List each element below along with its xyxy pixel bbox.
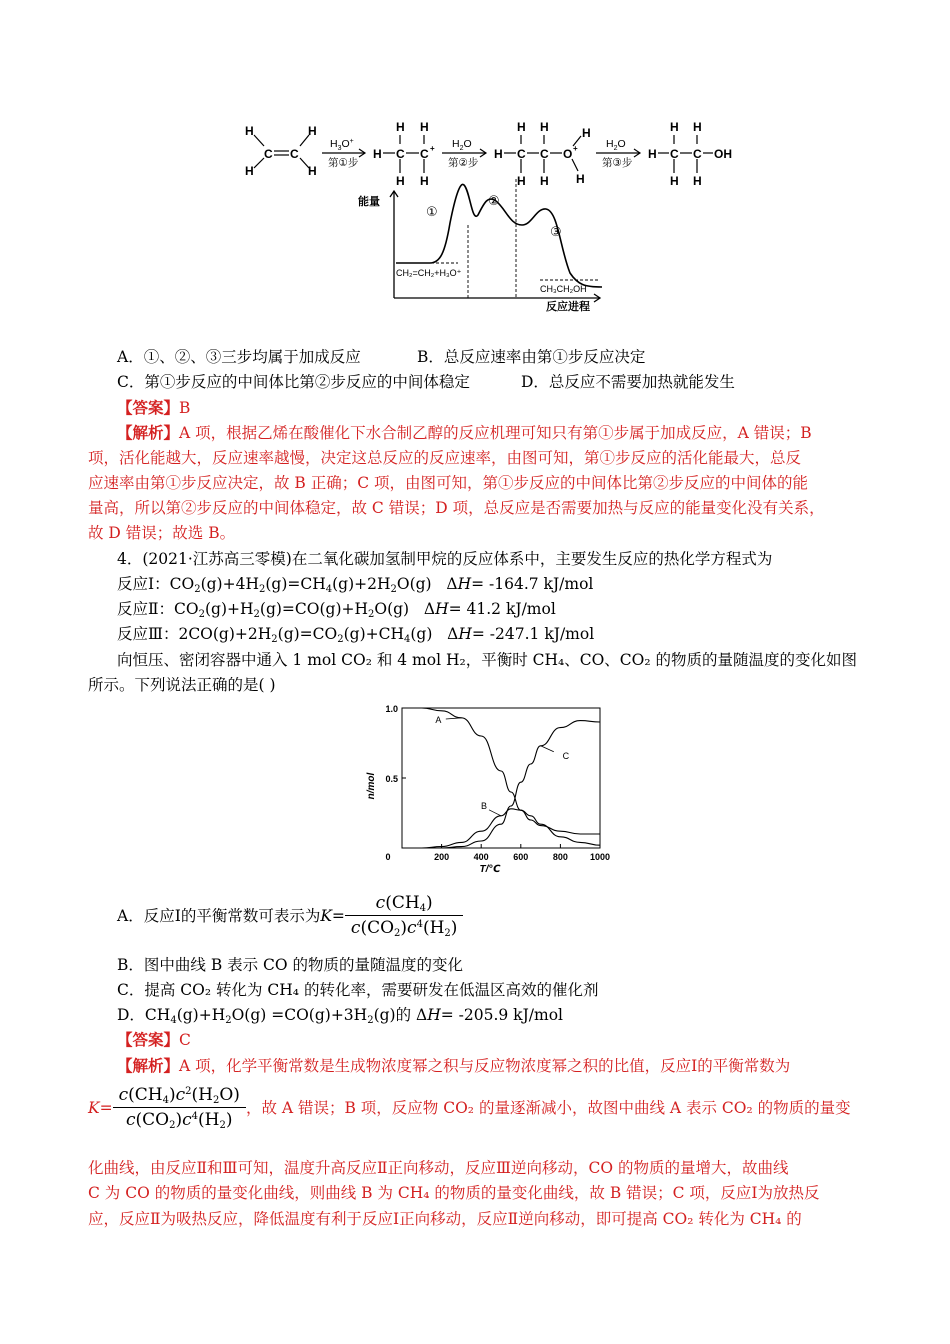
series-line-A [422, 708, 600, 834]
y-tick-label: 1.0 [385, 704, 398, 714]
series-leader-A [446, 718, 462, 719]
svg-text:H: H [396, 174, 405, 188]
q3-option-d: D．总反应不需要加热就能发生 [521, 373, 735, 391]
q3-analysis-line-5: 故 D 错误；故选 B。 [88, 524, 236, 542]
svg-text:H2O: $H_2O$ [452, 138, 472, 152]
svg-text:H: H [648, 147, 657, 161]
q3-answer-tag: 【答案】 [117, 398, 180, 417]
x-tick-label: 200 [434, 852, 450, 862]
mechanism-svg [240, 113, 740, 313]
svg-text:第③步: 第③步 [602, 157, 633, 169]
chart-xlabel: T/℃ [479, 864, 501, 875]
svg-text:H: H [693, 174, 702, 188]
q4-stem: 4．(2021·江苏高三零模)在二氧化碳加氢制甲烷的反应体系中，主要发生反应的热化学方程式为 [117, 550, 773, 568]
q4-optA-fraction: $\frac{c(CH_4)}{c(CO_2)c^4(H_2)}$ [345, 891, 464, 940]
q4-answer-value: C [179, 1031, 191, 1049]
svg-text:H: H [517, 120, 526, 134]
x-tick-label: 400 [473, 852, 489, 862]
svg-text:C: C [540, 147, 549, 161]
q4-analysis-text-2: ，故 A 错误；B 项，反应物 CO₂ 的量逐渐减小，故图中曲线 A 表示 CO₂ 的物质的量变 [245, 1099, 851, 1117]
svg-text:C: C [396, 147, 405, 161]
q3-analysis-text-1: A 项，根据乙烯在酸催化下水合制乙醇的反应机理可知只有第①步属于加成反应，A 错误；B [179, 424, 812, 442]
svg-text:H2O: $H_2O$ [606, 138, 626, 152]
q4-optD-dh: = -205.9 kJ/mol [440, 1006, 564, 1024]
x-tick-label: 0 [385, 852, 391, 862]
svg-text:C: C [670, 147, 679, 161]
q4-option-b: B．图中曲线 B 表示 CO 的物质的量随温度的变化 [117, 956, 464, 974]
q4-analysis-line-4: C 为 CO 的物质的量变化曲线，则曲线 B 为 CH₄ 的物质的量变化曲线，故 B 错误；C 项，反应Ⅰ为放热反 [88, 1184, 820, 1202]
q4-option-c: C．提高 CO₂ 转化为 CH₄ 的转化率，需要研发在低温区高效的催化剂 [117, 981, 599, 999]
x-tick-label: 600 [513, 852, 529, 862]
q4-option-a-prefix: A．反应Ⅰ的平衡常数可表示为 [117, 907, 321, 925]
q4-analysis-text-1: A 项，化学平衡常数是生成物浓度幂之积与反应物浓度幂之积的比值，反应Ⅰ的平衡常数为 [179, 1057, 791, 1075]
svg-text:H: H [420, 174, 429, 188]
series-line-C [422, 721, 600, 848]
q3-answer [117, 397, 190, 419]
q4-reaction-3: 反应Ⅲ：$2CO(g)+2H_2(g)=CO_2(g)+CH_4(g)$ ΔH= -247.1 kJ/mol [117, 625, 595, 645]
x-tick-label: 1000 [589, 852, 610, 862]
q3-answer-value: B [179, 399, 191, 417]
svg-text:H: H [582, 126, 591, 140]
q4-reaction-2: 反应Ⅱ：$CO_2(g)+H_2(g)=CO(g)+H_2O(g)$ ΔH= 41.2 kJ/mol [117, 600, 556, 620]
svg-text:H: H [670, 120, 679, 134]
x-tick-label: 800 [552, 852, 568, 862]
series-line-B [422, 809, 600, 848]
svg-text:H3O+: $H_3O^+$ [330, 138, 354, 152]
q4-analysis-fraction: $\frac{c(CH_4)c^2(H_2O)}{c(CO_2)c^4(H_2)}$ [113, 1083, 246, 1132]
q4-r1-dh: = -164.7 kJ/mol [471, 575, 594, 593]
series-label-C: C [562, 750, 570, 761]
series-leader-B [489, 810, 501, 816]
q3-option-c: C．第①步反应的中间体比第②步反应的中间体稳定 [117, 373, 470, 391]
q4-answer [117, 1029, 191, 1051]
q3-analysis-line-2: 项，活化能越大，反应速率越慢，决定这总反应的反应速率，由图可知，第①步反应的活化能最大，总反 [88, 449, 802, 467]
q3-analysis-line-1 [117, 422, 812, 444]
q4-analysis-line-5: 应，反应Ⅱ为吸热反应，降低温度有利于反应Ⅰ正向移动，反应Ⅱ逆向移动，即可提高 CO₂ 转化为 CH₄ 的 [88, 1210, 802, 1228]
series-label-B: B [481, 800, 488, 811]
q4-condition-1: 向恒压、密闭容器中通入 1 mol CO₂ 和 4 mol H₂，平衡时 CH₄、CO、CO₂ 的物质的量随温度的变化如图 [117, 651, 857, 669]
series-leader-C [541, 746, 554, 752]
chart-ylabel: n/mol [366, 772, 377, 800]
step-mark-3: ③ [550, 224, 562, 239]
svg-text:C: C [420, 147, 429, 161]
y-tick-label: 0.5 [385, 774, 398, 784]
q4-option-d: D．$CH_4(g)+H_2O(g) =CO(g)+3H_2(g)$的 ΔH= -205.9 kJ/mol [117, 1006, 564, 1026]
chart-svg [360, 700, 610, 878]
svg-text:+: + [430, 144, 435, 153]
svg-text:H: H [540, 174, 549, 188]
q4-r1-label: 反应Ⅰ： [117, 575, 170, 593]
q4-r3-label: 反应Ⅲ： [117, 625, 179, 643]
q4-r2-dh: = 41.2 kJ/mol [448, 600, 556, 618]
svg-text:H: H [308, 124, 317, 138]
q4-answer-tag: 【答案】 [117, 1030, 180, 1049]
energy-product-label: CH₃CH₂OH [540, 284, 587, 294]
q4-analysis-line-2: K= $\frac{c(CH_4)c^2(H_2O)}{c(CO_2)c^4(H_2)}$ ，故 A 错误；B 项，反应物 CO₂ 的量逐渐减小，故图中曲线 A 表示 CO₂ 的物质的量变 [88, 1084, 851, 1131]
svg-text:H: H [420, 120, 429, 134]
q4-r3-dh: = -247.1 kJ/mol [471, 625, 595, 643]
q3-option-b: B．总反应速率由第①步反应决定 [417, 348, 646, 366]
svg-text:第①步: 第①步 [328, 157, 359, 169]
q4-analysis-line-1 [117, 1055, 790, 1077]
svg-text:H: H [308, 164, 317, 178]
svg-text:C: C [693, 147, 702, 161]
svg-text:H: H [517, 174, 526, 188]
q4-reaction-1: 反应Ⅰ：$CO_2(g)+4H_2(g)=CH_4(g)+2H_2O(g)$ ΔH= -164.7 kJ/mol [117, 575, 594, 595]
svg-text:H: H [693, 120, 702, 134]
energy-xlabel: 反应进程 [546, 301, 590, 313]
svg-text:O: O [563, 147, 573, 161]
svg-text:C: C [264, 147, 273, 161]
svg-text:H: H [245, 164, 254, 178]
q4-analysis-line-3: 化曲线，由反应Ⅱ和Ⅲ可知，温度升高反应Ⅱ正向移动，反应Ⅲ逆向移动，CO 的物质的量增大，故曲线 [88, 1159, 789, 1177]
svg-text:+: + [573, 144, 578, 153]
q3-option-a: A．①、②、③三步均属于加成反应 [117, 348, 361, 366]
svg-text:C: C [517, 147, 526, 161]
energy-ylabel: 能量 [358, 196, 380, 208]
svg-text:H: H [373, 147, 382, 161]
step-mark-1: ① [426, 204, 438, 219]
q3-analysis-line-4: 量高，所以第②步反应的中间体稳定，故 C 错误；D 项，总反应是否需要加热与反应的能量变化没有关系， [88, 499, 825, 517]
svg-text:第②步: 第②步 [448, 157, 479, 169]
q4-option-a: A．反应Ⅰ的平衡常数可表示为K= $\frac{c(CH_4)}{c(CO_2)c^4(H_2)}$ [117, 892, 463, 940]
step-mark-2: ② [488, 193, 500, 208]
svg-text:H: H [494, 147, 503, 161]
svg-text:H: H [576, 172, 585, 186]
svg-text:H: H [245, 124, 254, 138]
chart-frame [402, 708, 600, 848]
series-label-A: A [435, 714, 442, 725]
q4-analysis-tag: 【解析】 [117, 1056, 180, 1075]
q3-analysis-line-3: 应速率由第①步反应决定，故 B 正确；C 项，由图可知，第①步反应的中间体比第②步反应的中间体的能 [88, 474, 809, 492]
svg-text:H: H [670, 174, 679, 188]
svg-text:C: C [290, 147, 299, 161]
energy-reactant-label: CH₂=CH₂+H₃O⁺ [396, 268, 462, 278]
svg-text:OH: OH [714, 147, 732, 161]
svg-text:H: H [540, 120, 549, 134]
q4-condition-2: 所示。下列说法正确的是( ) [88, 676, 276, 694]
q3-analysis-tag: 【解析】 [117, 423, 180, 442]
svg-text:H: H [396, 120, 405, 134]
q4-r2-label: 反应Ⅱ： [117, 600, 175, 618]
equilibrium-chart [360, 700, 610, 878]
mechanism-figure [240, 113, 740, 313]
